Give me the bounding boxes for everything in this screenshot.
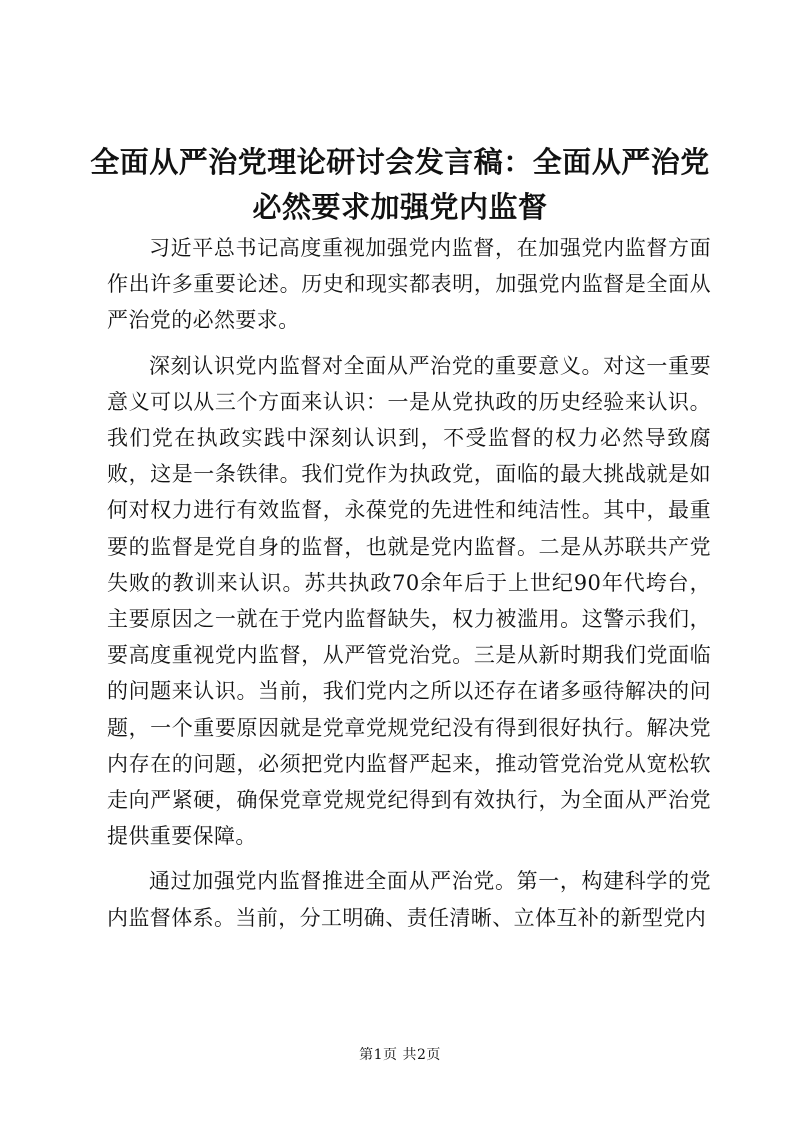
- document-body: [107, 230, 711, 945]
- paragraph-significance: 深刻认识党内监督对全面从严治党的重要意义。对这一重要意义可以从三个方面来认识：一是从党执政的历史经验来认识。我们党在执政实践中深刻认识到，不受监督的权力必然导致腐败，这是一条铁律。我们党作为执政党，面临的最大挑战就是如何对权力进行有效监督，永葆党的先进性和纯洁性。其中，最重要的监督是党自身的监督，也就是党内监督。二是从苏联共产党失败的教训来认识。苏共执政70余年后于上世纪90年代垮台，主要原因之一就在于党内监督缺失，权力被滥用。这警示我们，要高度重视党内监督，从严管党治党。三是从新时期我们党面临的问题来认识。当前，我们党内之所以还存在诸多亟待解决的问题，一个重要原因就是党章党规党纪没有得到很好执行。解决党内存在的问题，必须把党内监督严起来，推动管党治党从宽松软走向严紧硬，确保党章党规党纪得到有效执行，为全面从严治党提供重要保障。: [107, 353, 711, 849]
- document-title: 全面从严治党理论研讨会发言稿：全面从严治党必然要求加强党内监督: [90, 145, 710, 224]
- page-footer: 第1页 共2页: [359, 1047, 441, 1063]
- paragraph-intro: 习近平总书记高度重视加强党内监督，在加强党内监督方面作出许多重要论述。历史和现实都表明，加强党内监督是全面从严治党的必然要求。: [107, 236, 711, 333]
- paragraph-measures: 通过加强党内监督推进全面从严治党。第一，构建科学的党内监督体系。当前，分工明确、责任清晰、立体互补的新型党内: [107, 869, 711, 930]
